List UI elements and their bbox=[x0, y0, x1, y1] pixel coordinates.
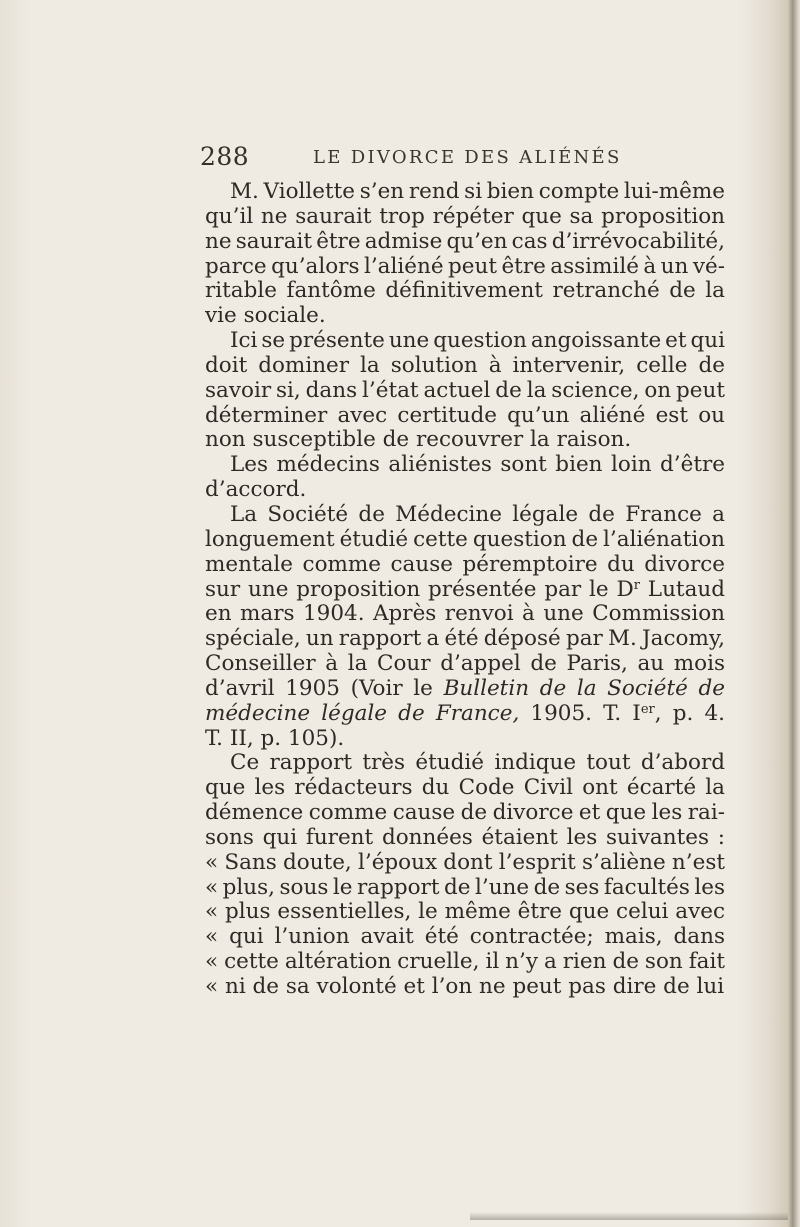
text-line: Ce rapport très étudié indique tout d’abord bbox=[230, 751, 725, 776]
text-line: longuement étudié cette question de l’aliénation bbox=[205, 527, 725, 552]
text-line: sons qui furent données étaient les suivantes : bbox=[205, 825, 725, 850]
superscript: er bbox=[640, 701, 655, 717]
text-line: ritable fantôme définitivement retranché de la bbox=[205, 279, 725, 304]
paragraph bbox=[205, 453, 725, 503]
body-text bbox=[205, 180, 725, 1000]
quote-line: « qui l’union avait été contractée; mais, dans bbox=[205, 925, 725, 950]
text-line: non susceptible de recouvrer la raison. bbox=[205, 428, 632, 453]
page-edge-shadow bbox=[788, 0, 800, 1227]
text-line: ne saurait être admise qu’en cas d’irrévocabilité, bbox=[205, 229, 725, 254]
quote-line: « plus essentielles, le même être que celui avec bbox=[205, 900, 725, 925]
text-segment: d’avril 1905 (Voir le bbox=[205, 676, 444, 701]
running-head: LE DIVORCE DES ALIÉNÉS bbox=[313, 147, 622, 168]
superscript: r bbox=[633, 577, 640, 593]
paragraph bbox=[205, 503, 725, 751]
text-line: que les rédacteurs du Code Civil ont écarté la bbox=[205, 776, 725, 801]
page-header bbox=[200, 140, 720, 180]
text-line: Ici se présente une question angoissante et qui bbox=[230, 329, 725, 354]
text-line: parce qu’alors l’aliéné peut être assimilé à un vé- bbox=[205, 254, 725, 279]
text-line: spéciale, un rapport a été déposé par M. Jacomy, bbox=[205, 627, 725, 652]
text-segment: , p. 4. bbox=[654, 701, 725, 726]
text-line: en mars 1904. Après renvoi à une Commission bbox=[205, 602, 725, 627]
text-line: vie sociale. bbox=[205, 304, 326, 329]
text-segment: sur une proposition présentée par le D bbox=[205, 577, 634, 602]
text-line: d’accord. bbox=[205, 478, 307, 503]
text-line: savoir si, dans l’état actuel de la science, on peut bbox=[205, 378, 725, 403]
text-segment: 1905. T. I bbox=[519, 701, 641, 726]
quote-line: « plus, sous le rapport de l’une de ses facultés les bbox=[205, 875, 725, 900]
quote-line: « cette altération cruelle, il n’y a rien de son fait bbox=[205, 950, 725, 975]
quote-line: « ni de sa volonté et l’on ne peut pas dire de lui bbox=[205, 975, 725, 999]
paragraph bbox=[205, 329, 725, 453]
text-line: T. II, p. 105). bbox=[205, 726, 345, 751]
text-line bbox=[205, 578, 725, 603]
text-line bbox=[205, 702, 725, 727]
paragraph bbox=[205, 751, 725, 999]
italic-title: médecine légale de France, bbox=[205, 701, 520, 726]
italic-title: Bulletin de la Société de bbox=[443, 676, 725, 701]
text-line: déterminer avec certitude qu’un aliéné est ou bbox=[205, 403, 725, 428]
text-segment: Lutaud bbox=[639, 577, 725, 602]
text-line: qu’il ne saurait trop répéter que sa proposition bbox=[205, 204, 725, 229]
text-line: M. Viollette s’en rend si bien compte lui-même bbox=[230, 180, 725, 204]
text-line: mentale comme cause péremptoire du divorce bbox=[205, 552, 725, 577]
text-line bbox=[205, 677, 725, 702]
text-line: démence comme cause de divorce et que les rai- bbox=[205, 801, 725, 826]
page-number: 288 bbox=[200, 142, 250, 171]
text-line: La Société de Médecine légale de France a bbox=[230, 502, 725, 527]
quote-line: « Sans doute, l’époux dont l’esprit s’aliène n’est bbox=[205, 850, 725, 875]
text-line: Les médecins aliénistes sont bien loin d’être bbox=[230, 453, 725, 478]
text-line: Conseiller à la Cour d’appel de Paris, au mois bbox=[205, 652, 725, 677]
text-line: doit dominer la solution à intervenir, celle de bbox=[205, 353, 725, 378]
page-bottom-shadow bbox=[470, 1212, 788, 1220]
paragraph bbox=[205, 180, 725, 329]
